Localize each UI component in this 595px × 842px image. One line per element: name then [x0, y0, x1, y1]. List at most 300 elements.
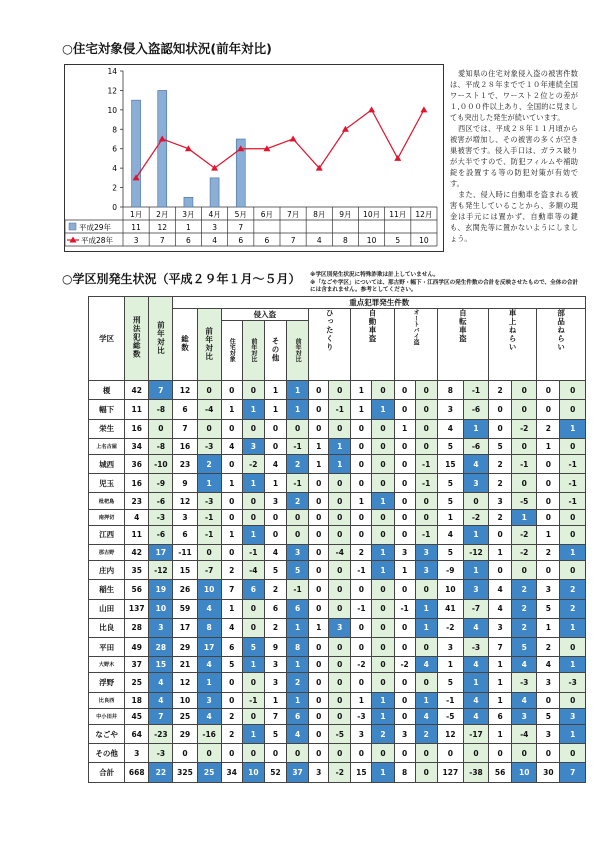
- header-shinnyu: 侵入盗: [221, 309, 308, 321]
- cell-value: 6: [489, 708, 512, 724]
- cell-value: 0: [489, 400, 512, 419]
- cell-value: 1: [242, 400, 264, 419]
- description-paragraph-3: また、侵入時に自動車を盗まれる被害も発生していることから、多額の現金は手元には置かず、自動車等の鍵も、玄関先等に置かないようにしましょう。: [450, 190, 578, 243]
- cell-value: -1: [415, 474, 437, 493]
- cell-value: 0: [372, 618, 394, 637]
- cell-value: 2: [489, 454, 512, 473]
- cell-value: 0: [415, 381, 437, 400]
- cell-value: 0: [415, 509, 437, 525]
- line-marker-7月: [290, 136, 297, 142]
- cell-area: 比良: [89, 618, 125, 637]
- cell-value: 3: [242, 438, 264, 454]
- cell-value: 5: [437, 673, 463, 692]
- cell-value: 2: [537, 638, 560, 657]
- cell-value: 0: [415, 438, 437, 454]
- cell-value: 5: [537, 708, 560, 724]
- cell-value: 6: [287, 599, 309, 618]
- cell-value: 0: [329, 580, 351, 599]
- cell-value: 26: [173, 580, 197, 599]
- cell-value: 3: [437, 638, 463, 657]
- cell-value: 0: [372, 419, 394, 438]
- cell-value: 5: [264, 724, 286, 743]
- cell-value: 0: [221, 493, 242, 509]
- cell-value: -3: [351, 708, 372, 724]
- cell-value: 0: [537, 381, 560, 400]
- cell-value: 19: [149, 580, 173, 599]
- line-data-label: 10: [419, 236, 429, 245]
- note-1: ※学区別発生状況に特殊詐欺は計上していません。: [310, 272, 439, 278]
- cell-value: 5: [437, 438, 463, 454]
- bar-data-label: 3: [212, 223, 217, 232]
- cell-value: 3: [537, 724, 560, 743]
- cell-value: -5: [329, 724, 351, 743]
- table-row: [89, 724, 586, 743]
- cell-value: 16: [125, 419, 149, 438]
- cell-value: 0: [197, 381, 221, 400]
- cell-value: 3: [537, 580, 560, 599]
- cell-value: 49: [125, 638, 149, 657]
- cell-value: -1: [437, 692, 463, 708]
- cell-value: 0: [309, 744, 329, 763]
- cell-value: 0: [537, 509, 560, 525]
- cell-value: 1: [489, 657, 512, 673]
- cell-value: 0: [415, 673, 437, 692]
- cell-value: 3: [149, 618, 173, 637]
- cell-value: 3: [489, 493, 512, 509]
- cell-value: 1: [463, 525, 488, 544]
- cell-value: 0: [264, 525, 286, 544]
- cell-value: 10: [173, 692, 197, 708]
- cell-value: 137: [125, 599, 149, 618]
- cell-value: 0: [309, 474, 329, 493]
- cell-value: 0: [287, 509, 309, 525]
- cell-value: 0: [560, 381, 586, 400]
- cell-value: 1: [242, 474, 264, 493]
- bar-data-label: 1: [186, 223, 191, 232]
- header-shajou: 車上ねらい: [508, 309, 518, 352]
- cell-value: 0: [394, 618, 415, 637]
- cell-value: 7: [489, 638, 512, 657]
- cell-value: -1: [287, 474, 309, 493]
- header-gakku: 学区: [89, 297, 125, 381]
- burglary-chart: [64, 64, 444, 252]
- cell-value: 0: [351, 525, 372, 544]
- cell-value: 0: [242, 618, 264, 637]
- line-marker-9月: [342, 126, 349, 132]
- y-tick-label: 12: [107, 86, 117, 96]
- cell-value: 56: [489, 763, 512, 783]
- cell-value: 0: [560, 638, 586, 657]
- legend-line-label: 平成28年: [81, 236, 114, 245]
- cell-value: 0: [372, 454, 394, 473]
- cell-value: 0: [415, 580, 437, 599]
- cell-value: 1: [264, 400, 286, 419]
- cell-value: 0: [173, 744, 197, 763]
- cell-value: 0: [242, 708, 264, 724]
- cell-value: 0: [329, 744, 351, 763]
- cell-value: 1: [242, 525, 264, 544]
- cell-value: -1: [415, 525, 437, 544]
- table-row: [89, 657, 586, 673]
- cell-value: 4: [489, 580, 512, 599]
- cell-value: 8: [197, 618, 221, 637]
- line-marker-12月: [420, 106, 427, 112]
- cell-value: -2: [463, 509, 488, 525]
- cell-value: 1: [489, 673, 512, 692]
- cell-value: 0: [489, 525, 512, 544]
- cell-value: 4: [264, 544, 286, 560]
- section-title-burglary: ○住宅対象侵入盗認知状況(前年対比): [62, 41, 272, 56]
- line-data-label: 3: [133, 236, 139, 245]
- cell-value: 0: [394, 744, 415, 763]
- cell-value: 17: [197, 638, 221, 657]
- cell-value: 0: [221, 454, 242, 473]
- cell-value: 5: [489, 438, 512, 454]
- cell-value: 7: [264, 708, 286, 724]
- cell-value: 0: [351, 438, 372, 454]
- cell-value: 15: [437, 454, 463, 473]
- cell-value: 1: [489, 692, 512, 708]
- cell-value: 3: [264, 673, 286, 692]
- line-data-label: 6: [238, 236, 244, 245]
- line-data-label: 7: [159, 236, 165, 245]
- cell-value: 0: [221, 381, 242, 400]
- cell-value: 2: [489, 381, 512, 400]
- cell-area: 栄生: [89, 419, 125, 438]
- cell-value: 0: [537, 400, 560, 419]
- cell-value: 1: [287, 657, 309, 673]
- cell-value: 0: [221, 692, 242, 708]
- cell-value: 5: [537, 599, 560, 618]
- cell-value: 0: [197, 544, 221, 560]
- cell-value: -12: [149, 561, 173, 580]
- cell-value: -3: [197, 438, 221, 454]
- cell-value: 0: [242, 493, 264, 509]
- cell-value: 16: [125, 474, 149, 493]
- cell-value: 10: [512, 763, 537, 783]
- table-row: [89, 708, 586, 724]
- cell-value: 1: [537, 525, 560, 544]
- cell-value: 2: [287, 673, 309, 692]
- line-data-label: 10: [366, 236, 377, 245]
- cell-value: 0: [512, 438, 537, 454]
- cell-value: 3: [173, 509, 197, 525]
- cell-value: -1: [197, 525, 221, 544]
- table-row: [89, 438, 586, 454]
- cell-value: 17: [149, 544, 173, 560]
- cell-value: 37: [125, 657, 149, 673]
- bar-3月: [184, 197, 193, 207]
- cell-value: 1: [197, 673, 221, 692]
- cell-value: 0: [351, 580, 372, 599]
- cell-value: 59: [173, 599, 197, 618]
- cell-value: 4: [125, 509, 149, 525]
- cell-value: 0: [372, 744, 394, 763]
- cell-value: 23: [125, 493, 149, 509]
- cell-value: 1: [463, 673, 488, 692]
- y-tick-label: 2: [112, 183, 117, 193]
- cell-value: 0: [351, 509, 372, 525]
- header-sonota-zennen: 前年対比: [294, 337, 302, 362]
- legend-bar-label: 平成29年: [79, 223, 112, 232]
- cell-area: 江西: [89, 525, 125, 544]
- cell-value: 1: [415, 692, 437, 708]
- cell-value: 2: [264, 580, 286, 599]
- cell-value: 0: [537, 454, 560, 473]
- cell-value: 3: [309, 763, 329, 783]
- cell-value: 0: [537, 474, 560, 493]
- x-tick-label: 12月: [415, 210, 433, 219]
- cell-value: 0: [512, 561, 537, 580]
- cell-value: -3: [463, 638, 488, 657]
- cell-value: 0: [394, 454, 415, 473]
- cell-value: 0: [329, 509, 351, 525]
- cell-value: 3: [463, 580, 488, 599]
- cell-value: 0: [287, 525, 309, 544]
- cell-value: 1: [415, 618, 437, 637]
- cell-value: 1: [372, 692, 394, 708]
- cell-value: 25: [125, 673, 149, 692]
- cell-value: -10: [149, 454, 173, 473]
- cell-value: 0: [537, 561, 560, 580]
- cell-value: 1: [463, 419, 488, 438]
- cell-value: 10: [197, 580, 221, 599]
- cell-value: 1: [221, 525, 242, 544]
- cell-value: -1: [560, 454, 586, 473]
- cell-value: 5: [437, 474, 463, 493]
- cell-value: 4: [221, 438, 242, 454]
- cell-value: 0: [372, 673, 394, 692]
- cell-value: 0: [309, 544, 329, 560]
- line-marker-4月: [211, 165, 218, 171]
- cell-value: 0: [242, 673, 264, 692]
- cell-value: 0: [394, 525, 415, 544]
- cell-value: 4: [512, 692, 537, 708]
- bar-4月: [210, 178, 219, 207]
- cell-value: 6: [287, 708, 309, 724]
- line-data-label: 7: [290, 236, 296, 245]
- cell-value: 4: [463, 692, 488, 708]
- cell-value: 1: [560, 618, 586, 637]
- cell-area: 山田: [89, 599, 125, 618]
- cell-value: 0: [221, 419, 242, 438]
- cell-value: -1: [394, 599, 415, 618]
- cell-value: 3: [512, 708, 537, 724]
- cell-value: 1: [372, 400, 394, 419]
- cell-value: 1: [560, 724, 586, 743]
- x-tick-label: 6月: [260, 210, 274, 219]
- cell-value: 10: [437, 580, 463, 599]
- cell-value: 0: [537, 692, 560, 708]
- cell-value: 1: [351, 493, 372, 509]
- cell-value: -1: [197, 509, 221, 525]
- table-row: [89, 744, 586, 763]
- table-row: [89, 525, 586, 544]
- cell-value: 3: [125, 744, 149, 763]
- cell-value: 4: [197, 657, 221, 673]
- cell-value: 0: [309, 525, 329, 544]
- cell-value: 12: [173, 673, 197, 692]
- cell-value: 3: [537, 673, 560, 692]
- cell-value: -8: [149, 400, 173, 419]
- cell-value: 2: [372, 724, 394, 743]
- cell-value: 0: [394, 692, 415, 708]
- cell-value: 4: [264, 454, 286, 473]
- cell-value: 3: [264, 657, 286, 673]
- cell-value: 0: [372, 657, 394, 673]
- cell-value: -1: [415, 454, 437, 473]
- cell-value: 1: [221, 400, 242, 419]
- cell-value: 1: [287, 400, 309, 419]
- cell-value: 4: [489, 599, 512, 618]
- cell-value: 0: [415, 400, 437, 419]
- cell-value: 4: [537, 657, 560, 673]
- cell-value: 0: [221, 744, 242, 763]
- cell-value: -1: [329, 400, 351, 419]
- cell-value: 0: [512, 474, 537, 493]
- cell-value: 15: [173, 561, 197, 580]
- cell-value: 42: [125, 544, 149, 560]
- cell-value: -2: [512, 525, 537, 544]
- cell-value: 7: [149, 708, 173, 724]
- cell-value: 1: [221, 474, 242, 493]
- table-row: [89, 400, 586, 419]
- cell-area: 枇杷島: [89, 493, 125, 509]
- cell-value: 0: [560, 400, 586, 419]
- cell-value: 3: [287, 544, 309, 560]
- header-buhin: 部品ねらい: [556, 309, 566, 352]
- cell-value: 0: [264, 419, 286, 438]
- cell-value: -3: [149, 509, 173, 525]
- cell-value: 37: [287, 763, 309, 783]
- cell-value: 2: [287, 493, 309, 509]
- cell-value: 35: [125, 561, 149, 580]
- cell-value: 5: [512, 638, 537, 657]
- table-row: [89, 493, 586, 509]
- cell-value: 0: [309, 657, 329, 673]
- cell-area: 浮野: [89, 673, 125, 692]
- cell-value: 2: [287, 454, 309, 473]
- cell-value: 25: [197, 763, 221, 783]
- cell-value: 42: [125, 381, 149, 400]
- cell-value: 4: [437, 419, 463, 438]
- cell-value: -4: [197, 400, 221, 419]
- cell-value: 0: [309, 561, 329, 580]
- cell-value: 5: [437, 493, 463, 509]
- cell-value: 0: [309, 381, 329, 400]
- cell-value: 3: [437, 400, 463, 419]
- cell-value: 0: [394, 400, 415, 419]
- x-tick-label: 1月: [129, 210, 143, 219]
- header-keiho: 刑法犯総数: [132, 316, 142, 359]
- cell-area: 合計: [89, 763, 125, 783]
- cell-value: 6: [242, 580, 264, 599]
- cell-value: 6: [264, 599, 286, 618]
- cell-value: 0: [489, 561, 512, 580]
- cell-value: 41: [437, 599, 463, 618]
- x-tick-label: 4月: [208, 210, 221, 219]
- cell-value: 1: [329, 454, 351, 473]
- cell-value: 0: [372, 509, 394, 525]
- cell-value: 0: [149, 419, 173, 438]
- cell-value: 2: [351, 544, 372, 560]
- cell-value: 29: [173, 638, 197, 657]
- cell-value: 0: [415, 419, 437, 438]
- table-row: [89, 580, 586, 599]
- cell-value: 8: [394, 763, 415, 783]
- header-jutaku-zennen: 前年対比: [249, 337, 257, 362]
- cell-value: 15: [351, 763, 372, 783]
- cell-value: 0: [309, 419, 329, 438]
- cell-value: 4: [197, 599, 221, 618]
- cell-area: 庄内: [89, 561, 125, 580]
- cell-value: 34: [125, 438, 149, 454]
- cell-area: 稲生: [89, 580, 125, 599]
- cell-value: -6: [463, 438, 488, 454]
- cell-value: 4: [463, 618, 488, 637]
- cell-value: 15: [149, 657, 173, 673]
- table-row: [89, 599, 586, 618]
- cell-value: 34: [221, 763, 242, 783]
- cell-value: -1: [512, 454, 537, 473]
- cell-value: 4: [197, 708, 221, 724]
- line-data-label: 8: [343, 236, 348, 245]
- table-row: [89, 673, 586, 692]
- line-series: [136, 110, 424, 178]
- cell-value: 2: [415, 724, 437, 743]
- cell-value: 3: [197, 692, 221, 708]
- table-row: [89, 419, 586, 438]
- table-row: [89, 763, 586, 783]
- cell-value: 0: [309, 673, 329, 692]
- x-tick-label: 10月: [363, 210, 381, 219]
- header-ootobai: オートバイ盗: [412, 309, 420, 345]
- cell-value: 1: [372, 763, 394, 783]
- cell-value: 1: [351, 692, 372, 708]
- cell-value: 1: [512, 509, 537, 525]
- cell-value: 7: [149, 381, 173, 400]
- cell-value: 52: [264, 763, 286, 783]
- cell-value: 0: [197, 744, 221, 763]
- cell-value: 56: [125, 580, 149, 599]
- cell-value: 8: [287, 638, 309, 657]
- cell-value: 0: [463, 493, 488, 509]
- line-data-label: 4: [316, 236, 322, 245]
- y-tick-label: 8: [112, 125, 117, 135]
- cell-value: 0: [351, 638, 372, 657]
- cell-value: 1: [372, 544, 394, 560]
- cell-value: 4: [463, 708, 488, 724]
- bar-2月: [158, 90, 167, 207]
- cell-area: 比良西: [89, 692, 125, 708]
- cell-value: 22: [149, 763, 173, 783]
- cell-value: 0: [329, 493, 351, 509]
- cell-value: 2: [197, 454, 221, 473]
- cell-value: 1: [287, 618, 309, 637]
- cell-value: -4: [242, 561, 264, 580]
- header-soukazu-zennen: 前年対比: [204, 326, 214, 361]
- cell-value: -23: [149, 724, 173, 743]
- cell-value: 2: [221, 561, 242, 580]
- cell-value: 1: [197, 474, 221, 493]
- cell-value: 0: [329, 474, 351, 493]
- cell-value: 1: [287, 381, 309, 400]
- cell-value: 0: [264, 509, 286, 525]
- cell-value: 4: [463, 454, 488, 473]
- cell-value: 0: [242, 599, 264, 618]
- cell-area: 那古野: [89, 544, 125, 560]
- cell-value: 0: [329, 708, 351, 724]
